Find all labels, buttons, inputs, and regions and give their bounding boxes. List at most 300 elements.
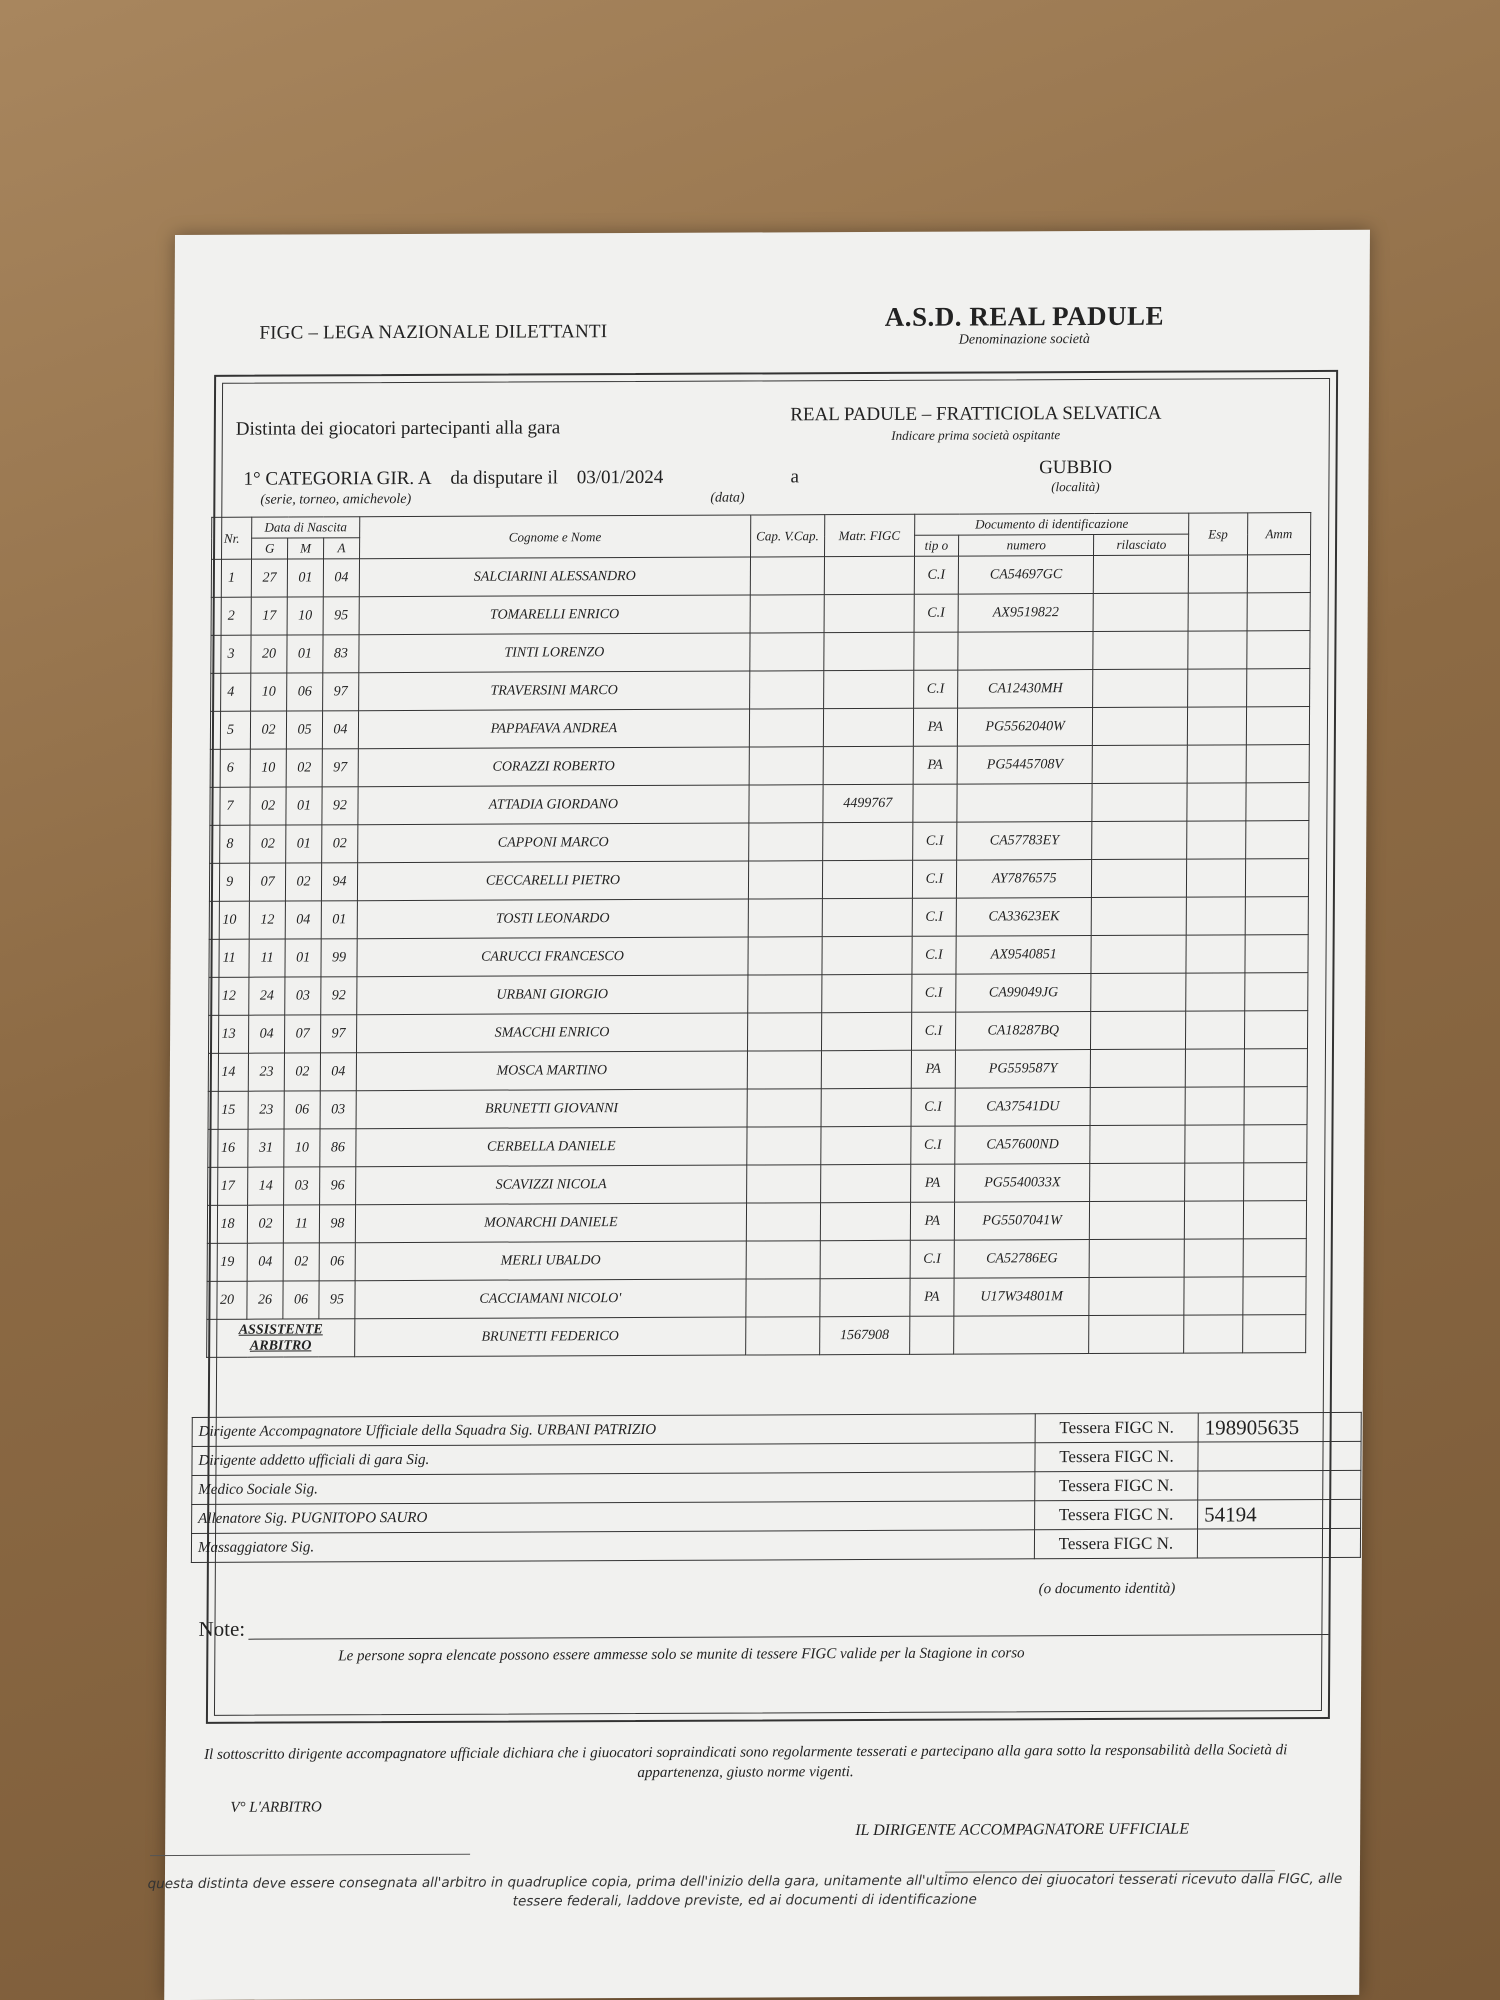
amm-cell bbox=[1247, 555, 1311, 593]
esp-cell bbox=[1188, 669, 1246, 707]
declaration: Il sottoscritto dirigente accompagnatore ufficiale dichiara che i giuocatori sopraindicati sono regolarmente tesserati e partecipano alla gara sotto la responsabilità della Società di appartenenza, giusto norme vigenti. bbox=[204, 1742, 1288, 1782]
staff-label: Medico Sociale Sig. bbox=[192, 1472, 1035, 1505]
matr-cell bbox=[824, 556, 914, 594]
birth-month: 02 bbox=[284, 1053, 320, 1091]
col-esp: Esp bbox=[1189, 513, 1247, 555]
rilasciato-cell bbox=[1093, 593, 1188, 631]
amm-cell bbox=[1246, 745, 1310, 783]
birth-day: 14 bbox=[248, 1167, 284, 1205]
match-teams bbox=[736, 402, 1216, 444]
birth-year: 03 bbox=[320, 1091, 356, 1129]
birth-month: 02 bbox=[285, 863, 321, 901]
rilasciato-cell bbox=[1093, 669, 1188, 707]
birth-month: 06 bbox=[287, 673, 323, 711]
matr-cell bbox=[823, 670, 913, 708]
teams-caption: Indicare prima società ospitante bbox=[891, 427, 1061, 443]
amm-cell bbox=[1242, 1277, 1306, 1315]
col-name: Cognome e Nome bbox=[359, 515, 750, 559]
tessera-label: Tessera FIGC N. bbox=[1035, 1442, 1198, 1472]
cap-cell bbox=[748, 861, 822, 899]
doc-type: PA bbox=[910, 1202, 955, 1240]
player-row bbox=[208, 1049, 1307, 1092]
esp-cell bbox=[1188, 593, 1246, 631]
player-row bbox=[210, 821, 1309, 864]
player-row bbox=[209, 973, 1308, 1016]
esp-cell bbox=[1184, 1239, 1242, 1277]
location bbox=[1005, 457, 1145, 496]
federation-header: FIGC – LEGA NAZIONALE DILETTANTI bbox=[259, 321, 608, 344]
player-name: TRAVERSINI MARCO bbox=[358, 671, 749, 711]
match-date: 03/01/2024 bbox=[576, 466, 664, 489]
player-nr: 16 bbox=[208, 1129, 248, 1167]
doc-number: CA99049JG bbox=[956, 974, 1091, 1013]
matr-cell bbox=[820, 1202, 910, 1240]
player-nr: 6 bbox=[210, 749, 250, 787]
player-row bbox=[211, 631, 1310, 674]
doc-type: C.I bbox=[914, 556, 959, 594]
esp-cell bbox=[1187, 783, 1245, 821]
rilasciato-cell bbox=[1094, 555, 1189, 593]
category-caption: (serie, torneo, amichevole) bbox=[260, 491, 412, 508]
doc-number: AX9519822 bbox=[958, 593, 1093, 632]
note-label: Note: bbox=[198, 1616, 246, 1641]
birth-month: 02 bbox=[283, 1243, 319, 1281]
matr-cell bbox=[821, 1126, 911, 1164]
birth-year: 01 bbox=[321, 901, 357, 939]
birth-year: 97 bbox=[320, 1015, 356, 1053]
birth-month: 10 bbox=[284, 1129, 320, 1167]
doc-type: C.I bbox=[912, 860, 957, 898]
player-name: MOSCA MARTINO bbox=[356, 1051, 747, 1091]
player-name: SCAVIZZI NICOLA bbox=[355, 1165, 746, 1205]
col-a: A bbox=[323, 538, 359, 559]
birth-year: 98 bbox=[319, 1205, 355, 1243]
birth-day: 04 bbox=[247, 1243, 283, 1281]
birth-year: 97 bbox=[323, 673, 359, 711]
player-name: CAPPONI MARCO bbox=[358, 823, 749, 863]
doc-type: PA bbox=[910, 1164, 955, 1202]
doc-number: CA57783EY bbox=[957, 822, 1092, 861]
player-row bbox=[210, 707, 1309, 750]
amm-cell bbox=[1245, 821, 1309, 859]
birth-day: 02 bbox=[250, 825, 286, 863]
matr-cell bbox=[824, 632, 914, 670]
player-nr: 2 bbox=[211, 597, 251, 635]
doc-type: C.I bbox=[911, 974, 956, 1012]
player-nr: 7 bbox=[210, 787, 250, 825]
matr-cell bbox=[822, 936, 912, 974]
doc-number: PG5445708V bbox=[957, 746, 1092, 785]
cap-cell bbox=[747, 1013, 821, 1051]
col-amm: Amm bbox=[1247, 513, 1311, 555]
staff-table bbox=[191, 1412, 1362, 1563]
player-row bbox=[209, 859, 1308, 902]
assistant-row bbox=[207, 1315, 1306, 1358]
doc-type: PA bbox=[913, 746, 958, 784]
birth-year: 86 bbox=[320, 1129, 356, 1167]
amm-cell bbox=[1247, 593, 1311, 631]
esp-cell bbox=[1189, 555, 1247, 593]
col-m: M bbox=[288, 538, 324, 559]
esp-cell bbox=[1187, 897, 1245, 935]
cap-cell bbox=[749, 785, 823, 823]
birth-month: 07 bbox=[285, 1015, 321, 1053]
matr-cell bbox=[820, 1240, 910, 1278]
player-nr: 19 bbox=[207, 1243, 247, 1281]
birth-year: 94 bbox=[321, 863, 357, 901]
matr-cell bbox=[820, 1278, 910, 1316]
rilasciato-cell bbox=[1091, 1011, 1186, 1049]
amm-cell bbox=[1243, 1239, 1307, 1277]
player-name: BRUNETTI GIOVANNI bbox=[356, 1089, 747, 1129]
player-name: SALCIARINI ALESSANDRO bbox=[359, 557, 750, 597]
player-row bbox=[211, 669, 1310, 712]
esp-cell bbox=[1186, 935, 1244, 973]
cap-cell bbox=[749, 747, 823, 785]
doc-type: C.I bbox=[910, 1126, 955, 1164]
birth-month: 05 bbox=[286, 711, 322, 749]
staff-row bbox=[191, 1528, 1360, 1562]
doc-number bbox=[957, 784, 1092, 823]
at-label: a bbox=[790, 466, 799, 488]
assistant-matr: 1567908 bbox=[819, 1316, 909, 1354]
player-nr: 3 bbox=[211, 635, 251, 673]
player-name: MONARCHI DANIELE bbox=[355, 1203, 746, 1243]
amm-cell bbox=[1244, 1087, 1308, 1125]
amm-cell bbox=[1246, 669, 1310, 707]
tessera-number bbox=[1198, 1470, 1361, 1500]
birth-year: 06 bbox=[319, 1243, 355, 1281]
birth-year: 99 bbox=[321, 939, 357, 977]
birth-month: 01 bbox=[287, 635, 323, 673]
doc-number: AX9540851 bbox=[956, 936, 1091, 975]
amm-cell bbox=[1246, 631, 1310, 669]
col-birth: Data di Nascita bbox=[252, 517, 360, 538]
birth-year: 04 bbox=[322, 711, 358, 749]
location-caption: (località) bbox=[1051, 478, 1100, 495]
category-line bbox=[243, 467, 677, 491]
player-rows bbox=[207, 555, 1311, 1320]
rilasciato-cell bbox=[1092, 745, 1187, 783]
matr-cell bbox=[822, 860, 912, 898]
doc-type: C.I bbox=[912, 822, 957, 860]
doc-number: AY7876575 bbox=[956, 860, 1091, 899]
staff-label: Dirigente addetto ufficiali di gara Sig. bbox=[192, 1443, 1035, 1476]
rilasciato-cell bbox=[1091, 935, 1186, 973]
birth-day: 23 bbox=[248, 1091, 284, 1129]
tessera-label: Tessera FIGC N. bbox=[1035, 1500, 1198, 1530]
player-nr: 15 bbox=[208, 1091, 248, 1129]
players-table bbox=[206, 512, 1311, 1358]
player-row bbox=[208, 1087, 1307, 1130]
birth-month: 01 bbox=[286, 825, 322, 863]
col-doc: Documento di identificazione bbox=[914, 513, 1189, 535]
player-name: TOMARELLI ENRICO bbox=[359, 595, 750, 635]
amm-cell bbox=[1244, 935, 1308, 973]
matr-cell: 4499767 bbox=[823, 784, 913, 822]
doc-number: CA12430MH bbox=[958, 670, 1093, 709]
amm-cell bbox=[1245, 859, 1309, 897]
cap-cell bbox=[747, 1089, 821, 1127]
player-name: CORAZZI ROBERTO bbox=[358, 747, 749, 787]
esp-cell bbox=[1186, 1011, 1244, 1049]
player-nr: 12 bbox=[209, 977, 249, 1015]
birth-day: 10 bbox=[250, 749, 286, 787]
doc-number: CA33623EK bbox=[956, 898, 1091, 937]
rilasciato-cell bbox=[1090, 1125, 1185, 1163]
birth-day: 12 bbox=[249, 901, 285, 939]
birth-month: 10 bbox=[287, 597, 323, 635]
matr-cell bbox=[822, 974, 912, 1012]
birth-day: 31 bbox=[248, 1129, 284, 1167]
cap-cell bbox=[748, 975, 822, 1013]
player-row bbox=[209, 935, 1308, 978]
player-row bbox=[209, 897, 1308, 940]
player-row bbox=[210, 745, 1309, 788]
birth-month: 01 bbox=[286, 787, 322, 825]
doc-number: PG5507041W bbox=[954, 1202, 1089, 1241]
birth-day: 27 bbox=[251, 559, 287, 597]
amm-cell bbox=[1245, 897, 1309, 935]
esp-cell bbox=[1188, 631, 1246, 669]
player-name: CECCARELLI PIETRO bbox=[357, 861, 748, 901]
player-nr: 4 bbox=[211, 673, 251, 711]
cap-cell bbox=[748, 899, 822, 937]
rilasciato-cell bbox=[1091, 973, 1186, 1011]
tessera-label: Tessera FIGC N. bbox=[1034, 1529, 1197, 1559]
birth-year: 95 bbox=[319, 1281, 355, 1319]
player-nr: 13 bbox=[208, 1015, 248, 1053]
birth-day: 17 bbox=[251, 597, 287, 635]
amm-cell bbox=[1244, 973, 1308, 1011]
col-numero: numero bbox=[959, 534, 1094, 556]
player-name: URBANI GIORGIO bbox=[357, 975, 748, 1015]
rilasciato-cell bbox=[1089, 1277, 1184, 1315]
doc-type: C.I bbox=[910, 1240, 955, 1278]
cap-cell bbox=[746, 1279, 820, 1317]
birth-month: 03 bbox=[284, 1167, 320, 1205]
player-nr: 9 bbox=[209, 863, 249, 901]
tessera-number bbox=[1198, 1441, 1361, 1471]
cap-cell bbox=[746, 1241, 820, 1279]
player-row bbox=[208, 1125, 1307, 1168]
form-frame bbox=[197, 370, 1338, 1724]
birth-month: 04 bbox=[285, 901, 321, 939]
player-name: ATTADIA GIORDANO bbox=[358, 785, 749, 825]
cap-cell bbox=[748, 937, 822, 975]
player-name: CERBELLA DANIELE bbox=[356, 1127, 747, 1167]
cap-cell bbox=[746, 1165, 820, 1203]
doc-number: PG5562040W bbox=[957, 708, 1092, 747]
birth-year: 96 bbox=[320, 1167, 356, 1205]
player-row bbox=[207, 1277, 1306, 1320]
col-cap: Cap. V.Cap. bbox=[750, 515, 824, 557]
matr-cell bbox=[823, 822, 913, 860]
player-nr: 20 bbox=[207, 1281, 247, 1319]
player-name: CACCIAMANI NICOLO' bbox=[355, 1279, 746, 1319]
match-title: Distinta dei giocatori partecipanti alla gara bbox=[235, 417, 561, 440]
rilasciato-cell bbox=[1091, 897, 1186, 935]
rilasciato-cell bbox=[1093, 631, 1188, 669]
birth-day: 26 bbox=[247, 1281, 283, 1319]
assistant-label: ASSISTENTE ARBITRO bbox=[207, 1319, 355, 1358]
doc-number: CA54697GC bbox=[958, 555, 1093, 594]
amm-cell bbox=[1244, 1011, 1308, 1049]
player-row bbox=[207, 1239, 1306, 1282]
player-name: CARUCCI FRANCESCO bbox=[357, 937, 748, 977]
esp-cell bbox=[1187, 859, 1245, 897]
col-tipo: tip o bbox=[914, 535, 959, 556]
col-rilasciato: rilasciato bbox=[1094, 534, 1189, 555]
cap-cell bbox=[749, 823, 823, 861]
location-value: GUBBIO bbox=[1039, 456, 1113, 479]
col-g: G bbox=[252, 538, 288, 559]
player-row bbox=[208, 1163, 1307, 1206]
cap-cell bbox=[749, 671, 823, 709]
doc-type bbox=[913, 632, 958, 670]
assistant-name: BRUNETTI FEDERICO bbox=[355, 1317, 746, 1357]
doc-type: C.I bbox=[912, 936, 957, 974]
birth-day: 11 bbox=[249, 939, 285, 977]
matr-cell bbox=[823, 746, 913, 784]
cap-cell bbox=[750, 557, 824, 595]
rilasciato-cell bbox=[1092, 859, 1187, 897]
matr-cell bbox=[821, 1050, 911, 1088]
esp-cell bbox=[1185, 1201, 1243, 1239]
club-name: A.S.D. REAL PADULE bbox=[884, 300, 1165, 332]
identity-caption: (o documento identità) bbox=[1038, 1580, 1176, 1598]
birth-month: 01 bbox=[285, 939, 321, 977]
birth-year: 04 bbox=[323, 559, 359, 597]
player-nr: 1 bbox=[211, 559, 251, 597]
birth-month: 06 bbox=[283, 1281, 319, 1319]
birth-month: 06 bbox=[284, 1091, 320, 1129]
birth-day: 02 bbox=[250, 787, 286, 825]
player-name: TOSTI LEONARDO bbox=[357, 899, 748, 939]
player-row bbox=[211, 555, 1310, 598]
matr-cell bbox=[821, 1088, 911, 1126]
col-nr: Nr. bbox=[212, 517, 252, 559]
birth-day: 02 bbox=[247, 1205, 283, 1243]
col-matr: Matr. FIGC bbox=[824, 514, 914, 556]
doc-number: CA18287BQ bbox=[956, 1012, 1091, 1051]
player-nr: 14 bbox=[208, 1053, 248, 1091]
player-name: PAPPAFAVA ANDREA bbox=[358, 709, 749, 749]
tessera-label: Tessera FIGC N. bbox=[1035, 1413, 1198, 1443]
birth-day: 20 bbox=[251, 635, 287, 673]
doc-type: PA bbox=[913, 708, 958, 746]
doc-type: C.I bbox=[913, 670, 958, 708]
amm-cell bbox=[1243, 1201, 1307, 1239]
doc-type: PA bbox=[910, 1278, 955, 1316]
tessera-label: Tessera FIGC N. bbox=[1035, 1471, 1198, 1501]
teams-value: REAL PADULE – FRATTICIOLA SELVATICA bbox=[790, 402, 1162, 426]
club-header bbox=[794, 300, 1254, 349]
birth-day: 24 bbox=[249, 977, 285, 1015]
esp-cell bbox=[1186, 973, 1244, 1011]
doc-number: U17W34801M bbox=[954, 1278, 1089, 1317]
birth-year: 04 bbox=[320, 1053, 356, 1091]
doc-type: PA bbox=[911, 1050, 956, 1088]
player-name: TINTI LORENZO bbox=[359, 633, 750, 673]
rilasciato-cell bbox=[1090, 1163, 1185, 1201]
matr-cell bbox=[821, 1012, 911, 1050]
director-label: IL DIRIGENTE ACCOMPAGNATORE UFFICIALE bbox=[855, 1820, 1190, 1840]
doc-type: C.I bbox=[912, 898, 957, 936]
cap-cell bbox=[746, 1203, 820, 1241]
persone-text: Le persone sopra elencate possono essere ammesse solo se munite di tessere FIGC valide per la Stagione in corso bbox=[338, 1645, 1025, 1665]
matr-cell bbox=[822, 898, 912, 936]
doc-number: PG559587Y bbox=[955, 1050, 1090, 1089]
cap-cell bbox=[750, 633, 824, 671]
rilasciato-cell bbox=[1093, 707, 1188, 745]
birth-month: 03 bbox=[285, 977, 321, 1015]
player-nr: 11 bbox=[209, 939, 249, 977]
birth-year: 92 bbox=[321, 977, 357, 1015]
amm-cell bbox=[1245, 783, 1309, 821]
birth-year: 97 bbox=[322, 749, 358, 787]
referee-label: V° L'ARBITRO bbox=[230, 1799, 322, 1816]
birth-day: 10 bbox=[251, 673, 287, 711]
matr-cell bbox=[823, 708, 913, 746]
date-caption: (data) bbox=[710, 490, 745, 506]
esp-cell bbox=[1185, 1087, 1243, 1125]
doc-type: C.I bbox=[911, 1088, 956, 1126]
player-nr: 10 bbox=[209, 901, 249, 939]
esp-cell bbox=[1185, 1125, 1243, 1163]
cap-cell bbox=[747, 1051, 821, 1089]
cap-cell bbox=[747, 1127, 821, 1165]
rilasciato-cell bbox=[1090, 1201, 1185, 1239]
player-nr: 18 bbox=[207, 1205, 247, 1243]
rilasciato-cell bbox=[1089, 1239, 1184, 1277]
staff-label: Dirigente Accompagnatore Ufficiale della Squadra Sig. URBANI PATRIZIO bbox=[192, 1414, 1035, 1447]
player-row bbox=[210, 783, 1309, 826]
cap-cell bbox=[750, 595, 824, 633]
amm-cell bbox=[1244, 1049, 1308, 1087]
matr-cell bbox=[824, 594, 914, 632]
amm-cell bbox=[1243, 1163, 1307, 1201]
birth-day: 23 bbox=[248, 1053, 284, 1091]
doc-number: PG5540033X bbox=[955, 1164, 1090, 1203]
esp-cell bbox=[1187, 745, 1245, 783]
distinta-sheet bbox=[147, 230, 1370, 2000]
rilasciato-cell bbox=[1092, 821, 1187, 859]
rilasciato-cell bbox=[1091, 1049, 1186, 1087]
referee-signature-line bbox=[150, 1854, 470, 1856]
esp-cell bbox=[1184, 1277, 1242, 1315]
amm-cell bbox=[1246, 707, 1310, 745]
player-nr: 17 bbox=[208, 1167, 248, 1205]
tessera-number: 198905635 bbox=[1198, 1412, 1361, 1442]
tessera-number bbox=[1197, 1528, 1360, 1558]
birth-year: 02 bbox=[322, 825, 358, 863]
esp-cell bbox=[1185, 1163, 1243, 1201]
doc-type bbox=[913, 784, 958, 822]
cap-cell bbox=[749, 709, 823, 747]
esp-cell bbox=[1188, 707, 1246, 745]
doc-number bbox=[958, 632, 1093, 671]
category-value: 1° CATEGORIA GIR. A bbox=[243, 467, 432, 490]
doc-number: CA37541DU bbox=[955, 1088, 1090, 1127]
esp-cell bbox=[1186, 1049, 1244, 1087]
player-nr: 8 bbox=[210, 825, 250, 863]
matr-cell bbox=[820, 1164, 910, 1202]
rilasciato-cell bbox=[1092, 783, 1187, 821]
doc-type: C.I bbox=[911, 1012, 956, 1050]
tessera-number: 54194 bbox=[1198, 1499, 1361, 1529]
player-row bbox=[211, 593, 1310, 636]
